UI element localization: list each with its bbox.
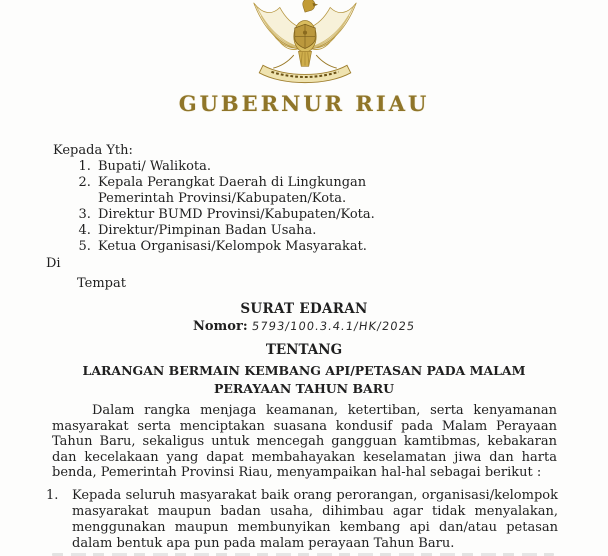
document-about-label: TENTANG bbox=[265, 342, 343, 358]
body-point-number: 1. bbox=[46, 487, 59, 503]
document-number-handwritten-value: 5793/100.3.4.1/HK/2025 bbox=[250, 319, 416, 333]
recipient-item: 3. Direktur BUMD Provinsi/Kabupaten/Kota. bbox=[95, 207, 388, 223]
document-subject-title: LARANGAN BERMAIN KEMBANG API/PETASAN PADA MALAM PERAYAAN TAHUN BARU bbox=[82, 363, 526, 396]
letter-body bbox=[46, 403, 558, 552]
body-point-text: Kepada seluruh masyarakat baik orang perorangan, organisasi/kelompok masyarakat maupun badan usaha, dihimbau agar tidak menyalakan, menggunakan maupun membunyikan kembang api dan/atau petasan dalam bentuk apa pun pada malam perayaan Tahun Baru. bbox=[72, 487, 558, 551]
recipients-salutation: Kepada Yth: bbox=[53, 143, 133, 158]
body-point bbox=[46, 488, 558, 552]
recipient-item: 5. Ketua Organisasi/Kelompok Masyarakat. bbox=[95, 239, 388, 255]
document-number-label: Nomor: bbox=[193, 319, 248, 334]
recipients-location: Tempat bbox=[77, 276, 126, 291]
opening-paragraph: Dalam rangka menjaga keamanan, ketertiban, serta kenyamanan masyarakat serta menciptakan suasana kondusif pada Malam Perayaan Tahun Baru, sekaligus untuk mencegah gangguan kamtibmas, kebakaran dan kecelakaan yang dapat membahayakan keselamatan jiwa dan harta benda, Pemerintah Provinsi Riau, menyampaikan hal-hal sebagai berikut : bbox=[52, 403, 557, 481]
recipient-item: 1. Bupati/ Walikota. bbox=[95, 159, 388, 175]
document-type-title: SURAT EDARAN bbox=[240, 301, 368, 317]
document-heading bbox=[0, 301, 608, 397]
recipients-block bbox=[46, 143, 426, 292]
garuda-emblem-icon bbox=[249, 0, 361, 90]
letterhead-authority-title: GUBERNUR RIAU bbox=[178, 91, 430, 116]
recipient-item: 2. Kepala Perangkat Daerah di Lingkungan Pemerintah Provinsi/Kabupaten/Kota. bbox=[95, 175, 388, 207]
document-number-line bbox=[0, 317, 608, 336]
recipients-list bbox=[46, 159, 426, 255]
recipients-location-prefix: Di bbox=[46, 256, 61, 271]
recipient-item: 4. Direktur/Pimpinan Badan Usaha. bbox=[95, 223, 388, 239]
